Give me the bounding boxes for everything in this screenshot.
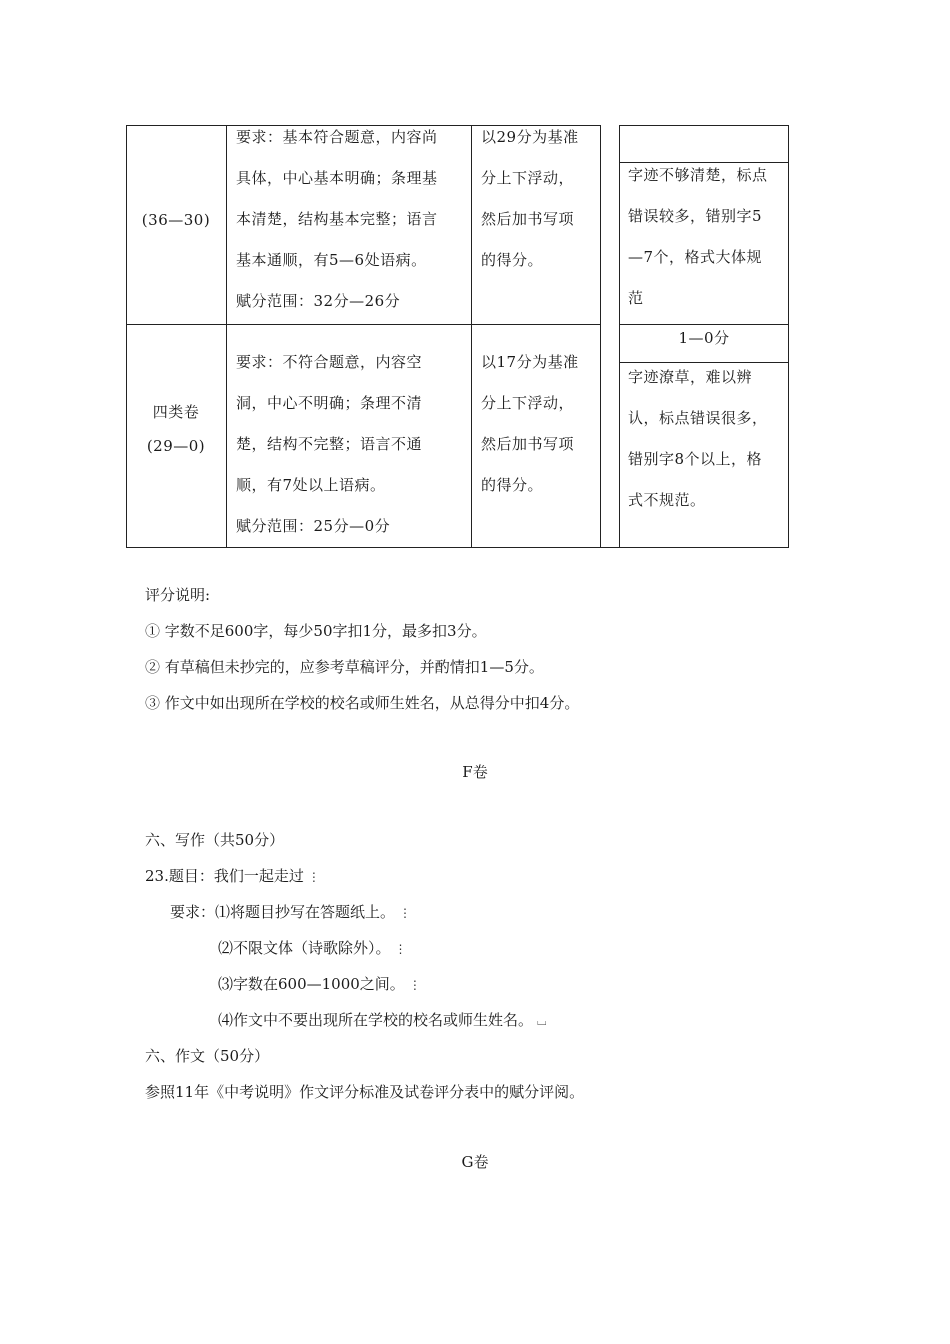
table-border-left (126, 125, 127, 548)
paragraph-mark-icon: ⋮ (408, 978, 421, 992)
row2-writing: 字迹潦草，难以辨 认，标点错误很多， 错别字8个以上，格 式不规范。 (628, 368, 768, 509)
scoring-table (126, 125, 789, 548)
section-f-answer-text: 参照11年《中考说明》作文评分标准及试卷评分表中的赋分评阅。 (145, 1083, 585, 1101)
row2-benchmark: 以17分为基准 分上下浮动， 然后加书写项 的得分。 (481, 353, 579, 494)
section-break-icon: ⌴ (537, 1014, 547, 1028)
table-border-top (619, 125, 789, 126)
row1-requirements: 要求：基本符合题意，内容尚 具体，中心基本明确；条理基 本清楚，结构基本完整；语言 基本通顺，有5—6处语病。 赋分范围：32分—26分 (236, 128, 438, 310)
row1-writing: 字迹不够清楚，标点 错误较多，错别字5 —7个，格式大体规 范 (628, 166, 768, 307)
section-f-question: 23.题目：我们一起走过 ⋮ (145, 867, 320, 885)
section-f-requirement: ⑵不限文体（诗歌除外）。 ⋮ (218, 939, 407, 957)
section-f-part: 六、写作（共50分） (145, 831, 285, 849)
table-row-divider (126, 324, 601, 325)
row2-requirements: 要求：不符合题意，内容空 洞，中心不明确；条理不清 楚，结构不完整；语言不通 顺，有7处以上语病。 赋分范围：25分—0分 (236, 353, 423, 535)
scoring-note-item: ③ 作文中如出现所在学校的校名或师生姓名，从总得分中扣4分。 (145, 694, 580, 712)
scoring-note-item: ① 字数不足600字，每少50字扣1分，最多扣3分。 (145, 622, 487, 640)
section-f-title: F卷 (462, 763, 488, 781)
table-border-bottom (126, 547, 789, 548)
row1-category: (36—30) (141, 211, 211, 229)
section-f-requirement: ⑷作文中不要出现所在学校的校名或师生姓名。 ⌴ (218, 1011, 547, 1029)
scoring-note-item: ② 有草稿但未抄完的，应参考草稿评分，并酌情扣1—5分。 (145, 658, 544, 676)
section-f-answer-part: 六、作文（50分） (145, 1047, 270, 1065)
section-g-title: G卷 (461, 1153, 489, 1171)
table-col-divider (226, 125, 227, 548)
paragraph-mark-icon: ⋮ (394, 942, 407, 956)
scoring-notes-heading: 评分说明: (145, 586, 211, 604)
row2-category: 四类卷 (29—0) (146, 403, 206, 455)
table-col-divider (471, 125, 472, 548)
paragraph-mark-icon: ⋮ (399, 906, 412, 920)
table-col-divider (600, 125, 601, 548)
row2-writing-score: 1—0分 (678, 329, 730, 347)
row1-benchmark: 以29分为基准 分上下浮动， 然后加书写项 的得分。 (481, 128, 579, 269)
section-f-requirement: ⑶字数在600—1000之间。 ⋮ (218, 975, 421, 993)
section-f-requirement: 要求：⑴将题目抄写在答题纸上。 ⋮ (170, 903, 412, 921)
paragraph-mark-icon: ⋮ (307, 870, 320, 884)
